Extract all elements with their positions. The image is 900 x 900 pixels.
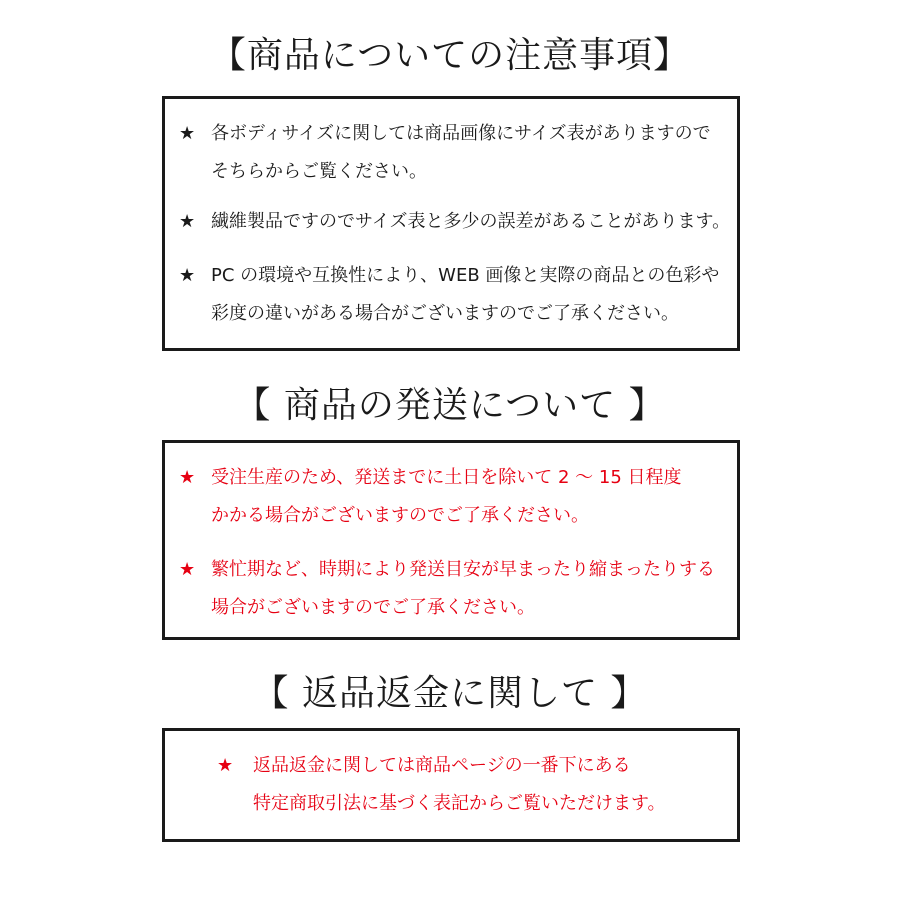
note-item-color (211, 257, 719, 333)
notes-box (162, 96, 740, 351)
returns-line: 特定商取引法に基づく表記からご覧いただけます。 (253, 793, 666, 814)
returns-item (253, 747, 666, 823)
shipping-item-lead-time (211, 459, 682, 535)
note-line: 彩度の違いがある場合がございますのでご了承ください。 (211, 303, 679, 324)
star-icon: ★ (179, 265, 196, 286)
section-title-returns: 【 返品返金に関して 】 (252, 673, 648, 714)
shipping-item-busy-season (211, 551, 715, 627)
shipping-box (162, 440, 740, 640)
note-line: 繊維製品ですのでサイズ表と多少の誤差があることがあります。 (211, 211, 731, 232)
note-line: PC の環境や互換性により、WEB 画像と実際の商品との色彩や (211, 265, 720, 286)
shipping-line: 受注生産のため、発送までに土日を除いて 2 ～ 15 日程度 (211, 467, 682, 488)
note-item-size (211, 115, 711, 191)
shipping-line: 場合がございますのでご了承ください。 (211, 597, 535, 618)
star-icon: ★ (179, 559, 196, 580)
note-line: そちらからご覧ください。 (211, 161, 427, 182)
note-item-fabric (211, 203, 730, 241)
section-title-shipping: 【 商品の発送について 】 (234, 385, 666, 426)
returns-line: 返品返金に関しては商品ページの一番下にある (253, 755, 631, 776)
returns-box (162, 728, 740, 842)
section-title-notes: 【商品についての注意事項】 (209, 35, 691, 76)
star-icon: ★ (179, 467, 196, 488)
note-line: 各ボディサイズに関しては商品画像にサイズ表がありますので (211, 123, 711, 144)
star-icon: ★ (217, 755, 234, 776)
shipping-line: 繁忙期など、時期により発送目安が早まったり縮まったりする (211, 559, 715, 580)
star-icon: ★ (179, 123, 196, 144)
shipping-line: かかる場合がございますのでご了承ください。 (211, 505, 589, 526)
star-icon: ★ (179, 211, 196, 232)
